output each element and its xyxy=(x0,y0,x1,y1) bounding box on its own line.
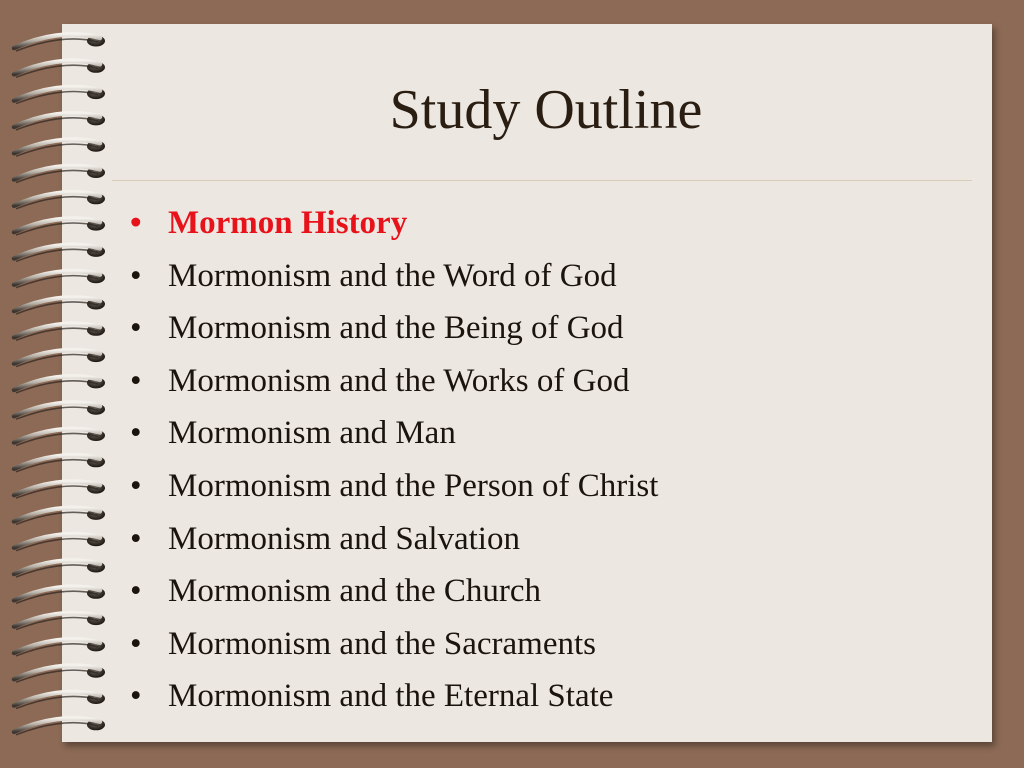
bullet: • xyxy=(130,467,142,504)
bullet: • xyxy=(130,520,142,557)
outline-item-label: Mormonism and the Person of Christ xyxy=(168,467,659,504)
spiral-ring xyxy=(14,666,105,683)
outline-item xyxy=(124,565,658,618)
spiral-ring xyxy=(14,34,105,51)
outline-item-label: Mormonism and the Works of God xyxy=(168,362,630,399)
spiral-ring xyxy=(14,324,105,341)
spiral-ring xyxy=(14,613,105,630)
slide-title: Study Outline xyxy=(389,79,703,141)
spiral-ring xyxy=(14,271,105,288)
spiral-ring xyxy=(14,297,105,314)
bullet: • xyxy=(130,573,142,610)
bullet: • xyxy=(130,415,142,452)
spiral-ring xyxy=(14,560,105,577)
outline-item-label: Mormonism and the Eternal State xyxy=(168,678,614,715)
spiral-ring xyxy=(14,455,105,472)
outline-item xyxy=(124,407,658,460)
spiral-ring xyxy=(14,192,105,209)
title-divider xyxy=(112,180,972,181)
bullet: • xyxy=(130,362,142,399)
outline-item xyxy=(124,355,658,408)
outline-item xyxy=(124,250,658,303)
outline-item-label: Mormonism and Salvation xyxy=(168,520,520,557)
spiral-ring xyxy=(14,218,105,235)
spiral-ring xyxy=(14,534,105,551)
outline-item-label: Mormonism and the Being of God xyxy=(168,310,624,347)
spiral-ring xyxy=(14,403,105,420)
bullet: • xyxy=(130,310,142,347)
outline-item-label: Mormonism and Man xyxy=(168,415,456,452)
bullet: • xyxy=(130,625,142,662)
outline-item-label: Mormonism and the Church xyxy=(168,573,542,610)
bullet: • xyxy=(130,205,142,241)
spiral-ring xyxy=(14,639,105,656)
outline-item xyxy=(124,197,658,250)
spiral-ring xyxy=(14,350,105,367)
bullet: • xyxy=(130,257,142,294)
outline-item xyxy=(124,670,658,723)
outline-item-label: Mormonism and the Word of God xyxy=(168,257,617,294)
outline-item xyxy=(124,618,658,671)
spiral-ring xyxy=(14,508,105,525)
outline-list xyxy=(124,197,658,723)
bullet: • xyxy=(130,678,142,715)
spiral-ring xyxy=(14,376,105,393)
spiral-ring xyxy=(14,587,105,604)
spiral-ring xyxy=(14,481,105,498)
spiral-ring xyxy=(14,429,105,446)
outline-item xyxy=(124,460,658,513)
outline-item xyxy=(124,302,658,355)
outline-item xyxy=(124,513,658,566)
outline-item-label: Mormon History xyxy=(168,205,408,241)
spiral-ring xyxy=(14,245,105,262)
spiral-ring xyxy=(14,166,105,183)
spiral-ring xyxy=(14,692,105,709)
outline-item-label: Mormonism and the Sacraments xyxy=(168,625,597,662)
spiral-ring xyxy=(14,718,105,735)
